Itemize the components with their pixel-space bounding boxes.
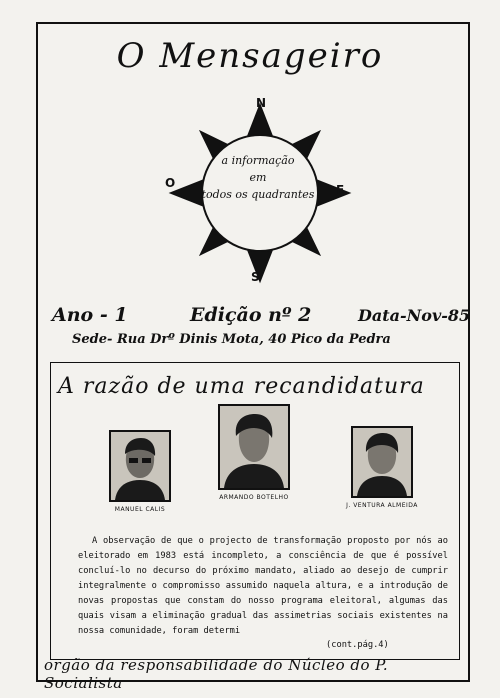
- compass-label-south: S: [251, 270, 260, 284]
- motto-line-2: em: [249, 171, 267, 184]
- edition-year: Ano - 1: [52, 304, 128, 326]
- caption-photo-1: MANUEL CALIS: [114, 506, 166, 513]
- compass-motto: [198, 152, 318, 203]
- candidate-photo-1: [109, 430, 171, 502]
- article-headline: A razão de uma recandidatura: [58, 374, 425, 399]
- caption-photo-3: J. VENTURA ALMEIDA: [346, 502, 418, 509]
- compass-label-west: O: [165, 176, 176, 190]
- motto-line-1: a informação: [221, 154, 295, 167]
- masthead-title: O Mensageiro: [116, 36, 384, 76]
- article-continued: (cont.pág.4): [326, 640, 389, 650]
- edition-date: Data-Nov-85: [358, 306, 471, 325]
- candidate-photo-3: [351, 426, 413, 498]
- compass-label-north: N: [256, 96, 267, 110]
- edition-number: Edição nº 2: [190, 304, 312, 326]
- article-body-text: A observação de que o projecto de transformação proposto por nós ao eleitorado em 1983 está incompleto, a consciência de que é possível concluí-lo no decurso do próximo mandato, aliado ao desejo de cumprir integralmente o compromisso assumido naquela altura, e a introdução de novas propostas que constam do nosso programa eleitoral, algumas das quais visam a eliminação gradual das assimetrias sociais existentes na nossa comunidade, foram determi: [78, 536, 448, 636]
- portrait-icon: [353, 428, 411, 496]
- portrait-icon: [111, 432, 169, 500]
- caption-photo-2: ARMANDO BOTELHO: [219, 494, 289, 501]
- article-body: [78, 534, 448, 639]
- footer-credit: orgão da responsabilidade do Núcleo do P. Socialista: [44, 656, 389, 692]
- portrait-icon: [220, 406, 288, 488]
- motto-line-3: todos os quadrantes: [201, 188, 315, 201]
- compass-label-east: E: [336, 183, 345, 197]
- candidate-photo-2: [218, 404, 290, 490]
- edition-seat: Sede- Rua Drº Dinis Mota, 40 Pico da Pedra: [72, 332, 391, 347]
